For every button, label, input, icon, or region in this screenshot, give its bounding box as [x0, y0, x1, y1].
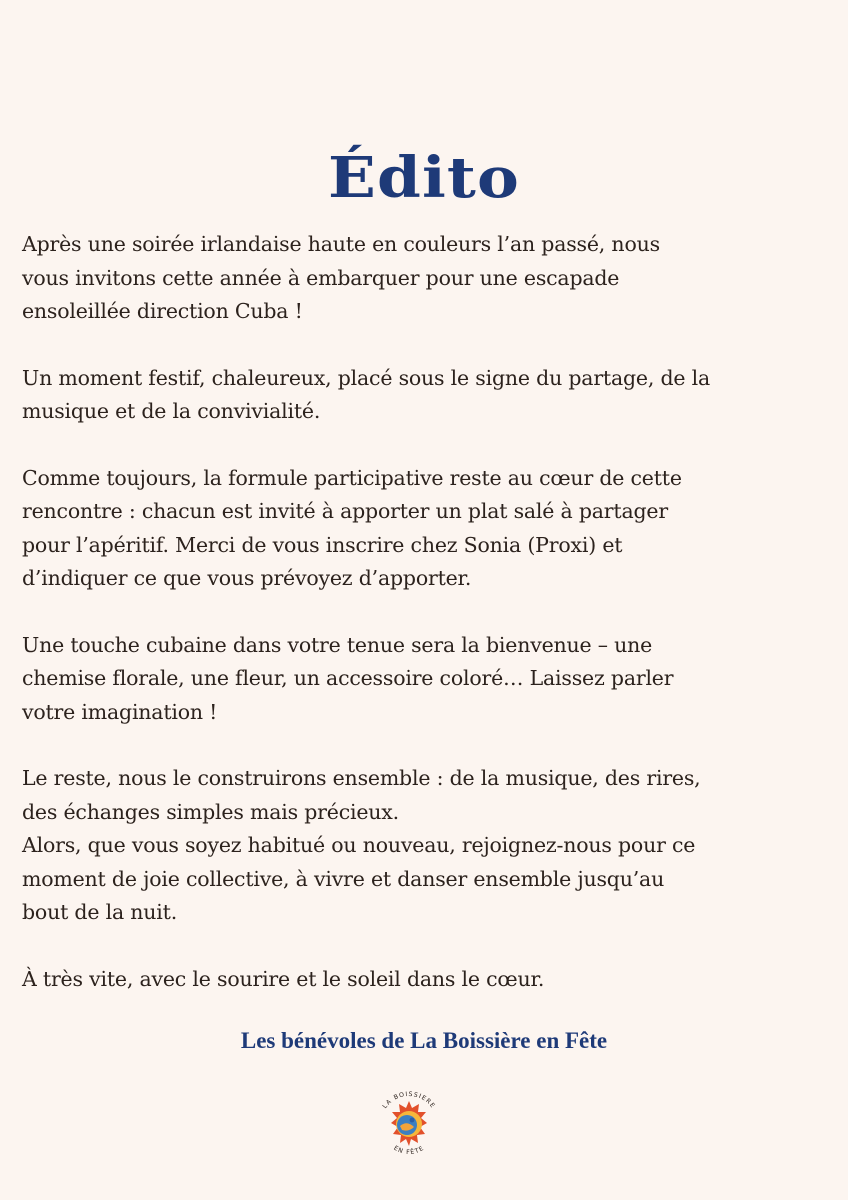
text-line: Un moment festif, chaleureux, placé sous le signe du partage, de la — [22, 365, 711, 390]
text-line: chemise florale, une fleur, un accessoire coloré… Laissez parler — [22, 666, 674, 690]
text-line: musique et de la convivialité. — [22, 399, 321, 423]
sun-icon — [391, 1101, 427, 1146]
signature: Les bénévoles de La Boissière en Fête — [240, 1028, 608, 1053]
text-line: ensoleillée direction Cuba ! — [22, 299, 303, 323]
text-line: À très vite, avec le sourire et le soleil dans le cœur. — [22, 966, 545, 991]
paragraph-intro — [22, 228, 832, 329]
page-title: Édito — [328, 144, 520, 211]
paragraph-festive — [22, 362, 832, 429]
text-line: Après une soirée irlandaise haute en couleurs l’an passé, nous — [22, 232, 660, 256]
festival-logo — [369, 1084, 449, 1164]
text-line: vous invitons cette année à embarquer pour une escapade — [22, 265, 620, 290]
text-line: des échanges simples mais précieux. — [22, 799, 399, 824]
text-line: Comme toujours, la formule participative reste au cœur de cette — [22, 465, 682, 490]
text-line: pour l’apéritif. Merci de vous inscrire chez Sonia (Proxi) et — [22, 532, 623, 557]
text-line: moment de joie collective, à vivre et danser ensemble jusqu’au — [22, 866, 665, 891]
paragraph-dress-code — [22, 629, 832, 730]
paragraph-participation — [22, 462, 832, 596]
text-line: Le reste, nous le construirons ensemble : de la musique, des rires, — [22, 766, 701, 790]
logo-bottom-text: EN FÊTE — [392, 1144, 426, 1157]
editorial-body — [22, 228, 832, 996]
text-line: bout de la nuit. — [22, 900, 178, 924]
text-line: rencontre : chacun est invité à apporter un plat salé à partager — [22, 499, 668, 523]
text-line: d’indiquer ce que vous prévoyez d’apporter. — [22, 566, 472, 590]
text-line: Alors, que vous soyez habitué ou nouveau, rejoignez-nous pour ce — [22, 833, 696, 857]
paragraph-closing — [22, 963, 832, 997]
paragraph-together — [22, 762, 832, 930]
text-line: votre imagination ! — [22, 699, 218, 724]
logo-top-text: LA BOISSIERE — [381, 1090, 437, 1110]
text-line: Une touche cubaine dans votre tenue sera la bienvenue – une — [22, 632, 653, 657]
